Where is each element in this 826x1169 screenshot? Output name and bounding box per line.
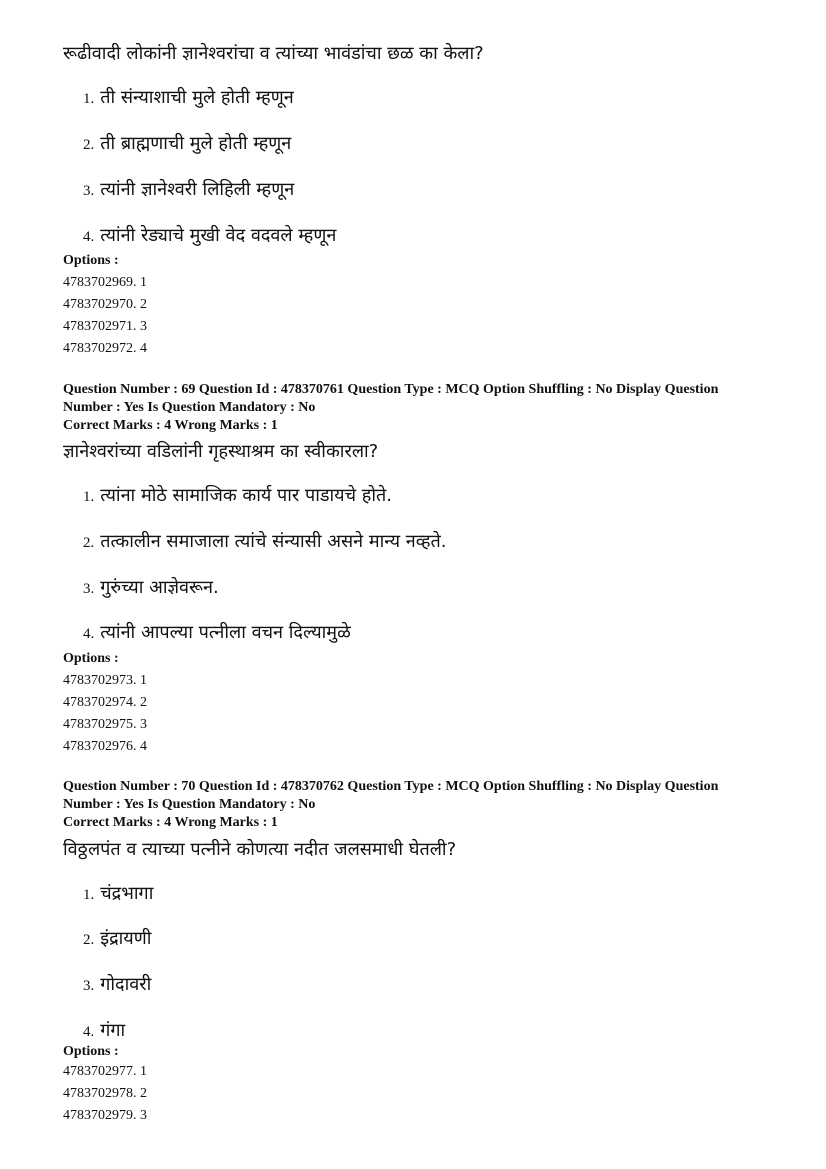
q70-choice-4: 4. गंगा bbox=[83, 1020, 126, 1041]
q70-choice-2: 2. इंद्रायणी bbox=[83, 928, 152, 949]
meta-line: Correct Marks : 4 Wrong Marks : 1 bbox=[63, 418, 278, 433]
question-70-text: विठ्ठलपंत व त्याच्या पत्नीने कोणत्या नदीत जलसमाधी घेतली? bbox=[63, 839, 457, 860]
meta-line: Question Number : 69 Question Id : 478370761 Question Type : MCQ Option Shuffling : No Display Question bbox=[63, 382, 719, 397]
q69-choice-3: 3. गुरुंच्या आज्ञेवरून. bbox=[83, 577, 219, 598]
q68-choice-1: 1. ती संन्याशाची मुले होती म्हणून bbox=[83, 87, 294, 108]
question-70-meta bbox=[63, 778, 783, 832]
option-id-row: 4783702969. 1 bbox=[63, 275, 147, 290]
q69-options-list bbox=[63, 670, 783, 758]
q68-choice-4: 4. त्यांनी रेड्याचे मुखी वेद वदवले म्हणून bbox=[83, 225, 337, 246]
question-69-text: ज्ञानेश्वरांच्या वडिलांनी गृहस्थाश्रम का स्वीकारला? bbox=[63, 441, 379, 462]
q69-options-label: Options : bbox=[63, 651, 119, 666]
option-id-row: 4783702974. 2 bbox=[63, 695, 147, 710]
q70-options-label: Options : bbox=[63, 1044, 119, 1059]
meta-line: Number : Yes Is Question Mandatory : No bbox=[63, 797, 316, 812]
q69-choice-2: 2. तत्कालीन समाजाला त्यांचे संन्यासी असने मान्य नव्हते. bbox=[83, 531, 447, 552]
meta-line: Correct Marks : 4 Wrong Marks : 1 bbox=[63, 815, 278, 830]
q69-choice-4: 4. त्यांनी आपल्या पत्नीला वचन दिल्यामुळे bbox=[83, 622, 351, 643]
q70-options-list bbox=[63, 1061, 783, 1127]
option-id-row: 4783702975. 3 bbox=[63, 717, 147, 732]
q68-choice-2: 2. ती ब्राह्मणाची मुले होती म्हणून bbox=[83, 133, 292, 154]
question-68-text: रूढीवादी लोकांनी ज्ञानेश्वरांचा व त्यांच्या भावंडांचा छळ का केला? bbox=[63, 43, 484, 64]
option-id-row: 4783702973. 1 bbox=[63, 673, 147, 688]
option-id-row: 4783702976. 4 bbox=[63, 739, 147, 754]
q70-choice-1: 1. चंद्रभागा bbox=[83, 883, 154, 904]
option-id-row: 4783702971. 3 bbox=[63, 319, 147, 334]
option-id-row: 4783702978. 2 bbox=[63, 1086, 147, 1101]
q70-choice-3: 3. गोदावरी bbox=[83, 974, 152, 995]
meta-line: Question Number : 70 Question Id : 478370762 Question Type : MCQ Option Shuffling : No Display Question bbox=[63, 779, 719, 794]
option-id-row: 4783702977. 1 bbox=[63, 1064, 147, 1079]
option-id-row: 4783702979. 3 bbox=[63, 1108, 147, 1123]
question-69-meta bbox=[63, 381, 783, 435]
q68-options-label: Options : bbox=[63, 253, 119, 268]
q68-options-list bbox=[63, 272, 783, 360]
q69-choice-1: 1. त्यांना मोठे सामाजिक कार्य पार पाडायचे होते. bbox=[83, 485, 392, 506]
meta-line: Number : Yes Is Question Mandatory : No bbox=[63, 400, 316, 415]
option-id-row: 4783702972. 4 bbox=[63, 341, 147, 356]
option-id-row: 4783702970. 2 bbox=[63, 297, 147, 312]
q68-choice-3: 3. त्यांनी ज्ञानेश्वरी लिहिली म्हणून bbox=[83, 179, 295, 200]
